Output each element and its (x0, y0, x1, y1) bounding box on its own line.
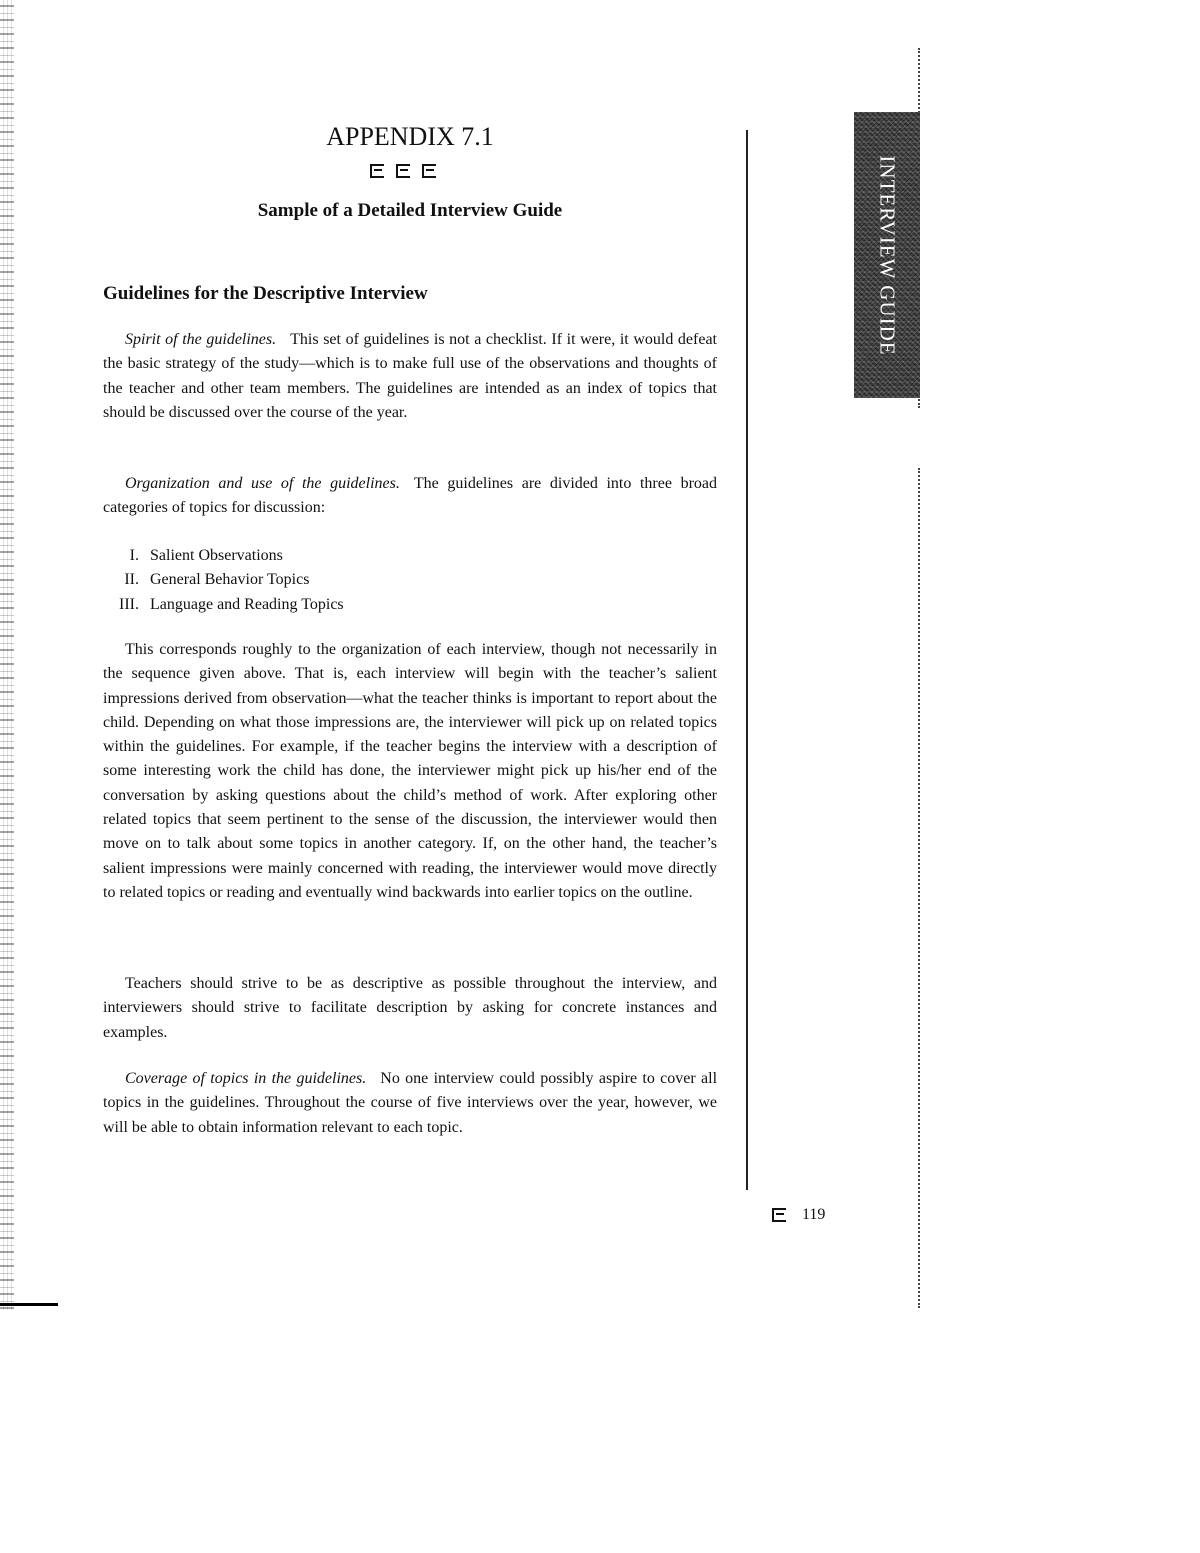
paragraph-correspond: This corresponds roughly to the organization of each interview, though not necessarily in the sequence given above. That is, each interview will begin with the teacher’s salient impressions derived from observation—what the teacher thinks is important to report about the child. Depending on what those impressions are, the interviewer will pick up on related topics within the guidelines. For example, if the teacher begins the interview with a description of some interesting work the child has done, the interviewer might pick up his/her end of the conversation by asking questions about the child’s method of work. After exploring other related topics that seem pertinent to the sense of the discussion, the interviewer would then move on to talk about some topics in another category. If, on the other hand, the teacher’s salient impressions were mainly concerned with reading, the interviewer would move directly to related topics or reading and eventually wind backwards into earlier topics on the outline. (103, 641, 717, 901)
scan-edge-noise (0, 0, 14, 1310)
page-footer (772, 1206, 825, 1224)
page-subtitle: Sample of a Detailed Interview Guide (257, 200, 563, 221)
paragraph-spirit (103, 328, 717, 425)
side-tab (854, 112, 920, 398)
paragraph-text: The guidelines are divided into three broad categories of topics for discussion: (103, 475, 717, 517)
scan-edge-rule (0, 1303, 58, 1306)
paragraph-lead: Coverage of topics in the guidelines. (125, 1070, 367, 1087)
paragraph-text: No one interview could possibly aspire to cover all topics in the guidelines. Throughout the course of five interviews over the year, however, we will be able to obtain information relevant to each topic. (103, 1070, 718, 1136)
list-item-number: I. (129, 547, 139, 564)
side-tab-label: INTERVIEW GUIDE (875, 154, 900, 356)
outer-margin-rule-bottom (918, 468, 920, 1308)
appendix-title: APPENDIX 7.1 (326, 122, 494, 151)
paragraph-lead: Spirit of the guidelines. (125, 331, 277, 348)
section-heading: Guidelines for the Descriptive Interview (103, 283, 428, 304)
ornament-row (370, 164, 436, 178)
list-item-label: General Behavior Topics (150, 571, 310, 589)
paragraph-coverage (103, 1067, 717, 1140)
list-item-label: Language and Reading Topics (150, 595, 344, 613)
section-ornament-icon (422, 164, 436, 178)
section-ornament-icon (772, 1208, 786, 1222)
list-item-label: Salient Observations (150, 547, 283, 564)
paragraph-text: This set of guidelines is not a checklist. If it were, it would defeat the basic strategy of the study—which is to make full use of the observations and thoughts of the teacher and other team members. The guidelines are intended as an index of topics that should be discussed over the course of the year. (103, 331, 717, 421)
text-column-rule (746, 130, 748, 1190)
list-item-number: II. (124, 571, 139, 589)
paragraph-organization (103, 472, 717, 521)
list-item (112, 544, 344, 568)
section-ornament-icon (370, 164, 384, 178)
page-number: 119 (802, 1206, 826, 1223)
list-item (112, 593, 344, 617)
paragraph-lead: Organization and use of the guidelines. (125, 475, 400, 492)
list-item-number: III. (119, 595, 139, 613)
list-item (112, 568, 344, 592)
section-ornament-icon (396, 164, 410, 178)
paragraph-teachers: Teachers should strive to be as descriptive as possible throughout the interview, and interviewers should strive to facilitate description by asking for concrete instances and examples. (103, 975, 717, 1041)
topic-list (112, 544, 344, 617)
